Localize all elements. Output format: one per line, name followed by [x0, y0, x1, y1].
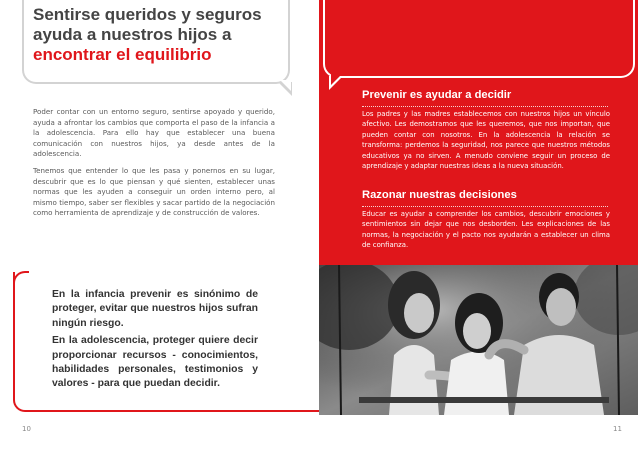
paragraph: Tenemos que entender lo que les pasa y ponernos en su lugar, descubrir que es lo que piensan y qué sienten, establecer unas normas que les ayuden a conseguir un orden interno pero, al mismo tiempo, saber ser flexibles y sacar partido de la negociación como herramienta de aprendizaje y de construcción de valores. — [33, 165, 275, 218]
title-line: ayuda a nuestros hijos a — [33, 25, 232, 44]
panel-speech-bubble — [323, 0, 635, 78]
right-page — [319, 0, 638, 453]
title-line: Sentirse queridos y seguros — [33, 5, 262, 24]
body-text — [33, 107, 275, 225]
page-title — [33, 5, 283, 65]
quote-paragraph: En la adolescencia, proteger quiere decir proporcionar recursos - conocimientos, habilidades personales, testimonios y valores - para que puedan decidir. — [52, 335, 258, 390]
section-heading: Prevenir es ayudar a decidir — [362, 89, 512, 101]
section-text: Los padres y las madres establecemos con nuestros hijos un vínculo afectivo. Les demostramos que les queremos, que nos importan, que pueden contar con nosotros. En la adolescencia la relación se transforma: perdemos la seguridad, nos parece que nuestros métodos educativos ya no sirven. A menudo conviene seguir un proceso de aprendizaje y adaptar nuestras ideas a la nueva situación. — [362, 110, 610, 171]
heading-divider — [362, 106, 608, 107]
red-panel — [319, 0, 638, 265]
quote-paragraph: En la infancia prevenir es sinónimo de proteger, evitar que nuestros hijos sufran ningún riesgo. — [52, 289, 258, 329]
title-accent-line: encontrar el equilibrio — [33, 45, 212, 64]
heading-divider — [362, 206, 608, 207]
section-text: Educar es ayudar a comprender los cambios, descubrir emociones y sentimientos sin dejar que nos desborden. Les explicaciones de las normas, la negociación y el pacto nos ayudarán a establecer un clima de confianza. — [362, 210, 610, 250]
section-heading: Razonar nuestras decisiones — [362, 189, 517, 201]
family-photo — [319, 265, 638, 415]
paragraph: Poder contar con un entorno seguro, sentirse apoyado y querido, ayuda a afrontar los cambios que comporta el paso de la infancia a la adolescencia. Para ello hay que establecer una buena comunicación con nuestros hijos, ya desde antes de la adolescencia. — [33, 107, 275, 159]
pull-quote — [52, 288, 258, 395]
page-number-right: 11 — [613, 425, 622, 433]
quote-frame-bottom — [27, 410, 319, 412]
page-number-left: 10 — [22, 425, 31, 433]
